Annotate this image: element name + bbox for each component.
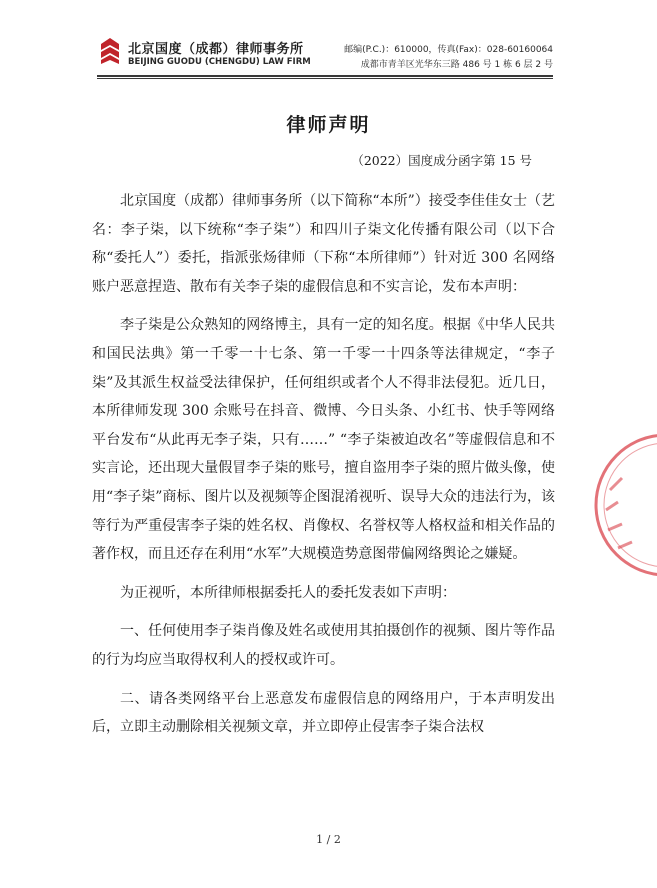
paragraph-clause-2: 二、请各类网络平台上恶意发布虚假信息的网络用户，于本声明发出后，立即主动删除相关视频文章，并立即停止侵害李子柒合法权 <box>92 690 555 736</box>
contact-address: 成都市青羊区光华东三路 486 号 1 栋 6 层 2 号 <box>360 60 553 70</box>
letterhead <box>0 0 657 84</box>
document-reference-number: （2022）国度成分函字第 15 号 <box>351 153 532 168</box>
document-body <box>92 187 555 752</box>
paragraph-facts: 李子柒是公众熟知的网络博主，具有一定的知名度。根据《中华人民共和国民法典》第一千零一十七条、第一千零一十四条等法律规定，“李子柒”及其派生权益受法律保护，任何组织或者个人不得非法侵犯。近几日，本所律师发现 300 余账号在抖音、微博、今日头条、小红书、快手等网络平台发布“从此再无李子柒，只有……” “李子柒被迫改名”等虚假信息和不实言论，还出现大量假冒李子柒的账号，擅自盗用李子柒的照片做头像，使用“李子柒”商标、图片以及视频等企图混淆视听、误导大众的违法行为，该等行为严重侵害李子柒的姓名权、肖像权、名誉权等人格权益和相关作品的著作权，而且还存在利用“水军”大规模造势意图带偏网络舆论之嫌疑。 <box>92 317 555 563</box>
document-title: 律师声明 <box>286 114 371 136</box>
paragraph-clause-1: 一、任何使用李子柒肖像及姓名或使用其拍摄创作的视频、图片等作品的行为均应当取得权利人的授权或许可。 <box>92 623 555 668</box>
firm-name-en: BEIJING GUODU (CHENGDU) LAW FIRM <box>128 57 311 67</box>
contact-postal-fax: 邮编(P.C.)：610000，传真(Fax)：028-60160064 <box>344 45 553 55</box>
red-seal-stamp-icon <box>588 430 657 580</box>
letterhead-rule-thick <box>97 75 553 77</box>
firm-name-cn: 北京国度（成都）律师事务所 <box>128 42 304 57</box>
law-firm-logo-icon <box>97 36 123 68</box>
letterhead-rule-thin <box>97 78 553 79</box>
paragraph-declaration-lead: 为正视听，本所律师根据委托人的委托发表如下声明： <box>120 584 456 601</box>
page-number: 1 / 2 <box>316 833 341 846</box>
paragraph-intro: 北京国度（成都）律师事务所（以下简称“本所”）接受李佳佳女士（艺名：李子柒，以下统称“李子柒”）和四川子柒文化传播有限公司（以下合称“委托人”）委托，指派张炀律师（下称“本所律师”）针对近 300 名网络账户恶意捏造、散布有关李子柒的虚假信息和不实言论，发布本声明： <box>92 193 555 295</box>
